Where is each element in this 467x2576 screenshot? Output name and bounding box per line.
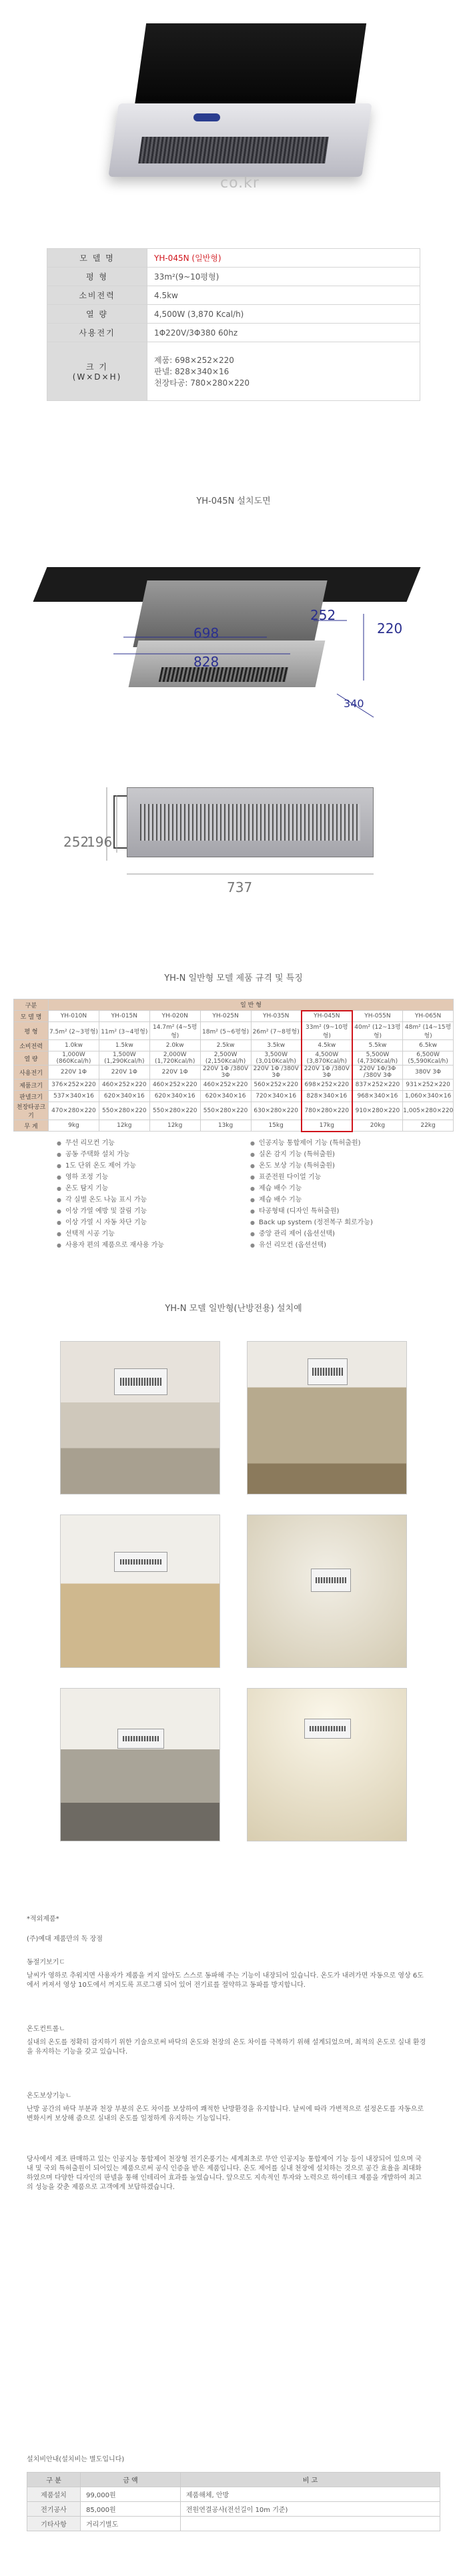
model-cell: 220V 1Φ/3Φ /380V 3Φ bbox=[352, 1065, 403, 1080]
model-cell: 550×280×220 bbox=[149, 1102, 200, 1120]
model-cell: 780×280×220 bbox=[302, 1102, 352, 1120]
model-table-title: YH-N 일반형 모델 제품 규격 및 특징 bbox=[164, 973, 303, 983]
section-body: 당사에서 제조 판매하고 있는 인공지능 통합제어 천장형 전기온풍기는 세계최초로 무안 인공지능 통합제어 기능 등이 내장되어 있으며 국내 및 국외 특허출원이 되어있는 제품으로써 공식 인증을 받은 제품입니다. 온도 제어를 실내 천장에 설치하는 것으로 공간 효율을 최대화하였으며 다양한 디자인의 판넬을 통해 인테리어 효과를 높였습니다. 앞으로도 지속적인 투자와 노력으로 하이테크 제품을 개발하여 최고의 성능을 갖춘 제품으로 고객에게 보답하겠습니다. bbox=[27, 2156, 422, 2191]
size-line: 천장타공: 780×280×220 bbox=[154, 378, 250, 388]
model-cell: 550×280×220 bbox=[99, 1102, 149, 1120]
spec-value: 4.5kw bbox=[147, 286, 420, 305]
section-title: 온도보상기능ㄴ bbox=[27, 2092, 72, 2100]
installed-unit bbox=[117, 1729, 164, 1749]
section-body: 실내의 온도를 정확히 감지하기 위한 기술으로써 바닥의 온도와 천장의 온도 차이를 극복하기 위해 설계되었으며, 최적의 온도로 실내 환경을 유지하는 기능을 갖고 있습니다. bbox=[27, 2039, 426, 2056]
feature-item: ● 표준전원 다이얼 기능 bbox=[250, 1172, 437, 1183]
model-cell: 1,500W (1,290Kcal/h) bbox=[99, 1051, 149, 1065]
model-cell: 5.5kw bbox=[352, 1040, 403, 1051]
model-cell: 931×252×220 bbox=[403, 1080, 454, 1091]
install-photo bbox=[60, 1341, 220, 1494]
model-type: (일반형) bbox=[191, 254, 221, 263]
fee-price: 99,000원 bbox=[81, 2487, 181, 2502]
fee-row bbox=[27, 2487, 440, 2502]
fee-price: 거리기별도 bbox=[81, 2517, 181, 2531]
model-cell: 376×252×220 bbox=[49, 1080, 99, 1091]
installed-unit bbox=[311, 1569, 351, 1592]
model-cell: 1,005×280×220 bbox=[403, 1102, 454, 1120]
model-cell: 470×280×220 bbox=[49, 1102, 99, 1120]
spec-label: 평 형 bbox=[47, 268, 147, 286]
dim-220: 220 bbox=[377, 620, 403, 636]
fee-header: 금 액 bbox=[81, 2473, 181, 2487]
feature-item: ● 제습 배수 기능 bbox=[250, 1183, 437, 1194]
intro-tag: *적외제품* bbox=[27, 1915, 59, 1923]
model-cell: 220V 1Φ /380V 3Φ bbox=[200, 1065, 251, 1080]
fee-header-row bbox=[27, 2473, 440, 2487]
spec-value bbox=[147, 342, 420, 401]
model-cell: YH-045N bbox=[302, 1011, 352, 1022]
spec-table bbox=[47, 248, 420, 401]
model-row-label: 평 형 bbox=[14, 1022, 49, 1040]
model-cell: 12kg bbox=[99, 1120, 149, 1132]
model-cell: 3.5kw bbox=[251, 1040, 302, 1051]
feature-item: ● 실온 감지 기능 (특허출원) bbox=[250, 1149, 437, 1160]
spec-value: 33m²(9~10평형) bbox=[147, 268, 420, 286]
model-cell: 698×252×220 bbox=[302, 1080, 352, 1091]
size-label: 크 기 bbox=[86, 362, 108, 372]
feature-item: ● 인공지능 통합제어 기능 (특허출원) bbox=[250, 1138, 437, 1149]
model-name: YH-045N bbox=[154, 254, 189, 263]
model-cell: 14.7m² (4~5평형) bbox=[149, 1022, 200, 1040]
dim-340: 340 bbox=[344, 697, 364, 710]
model-cell: 15kg bbox=[251, 1120, 302, 1132]
fee-price: 85,000원 bbox=[81, 2502, 181, 2517]
model-row-label: 제품크기 bbox=[14, 1080, 49, 1091]
feature-item: ● 온도 보상 기능 (특허출원) bbox=[250, 1160, 437, 1172]
model-row bbox=[14, 1102, 454, 1120]
spec-label: 열 량 bbox=[47, 305, 147, 324]
model-cell: 4.5kw bbox=[302, 1040, 352, 1051]
spec-value bbox=[147, 249, 420, 268]
model-cell: 6.5kw bbox=[403, 1040, 454, 1051]
model-cell: 550×280×220 bbox=[200, 1102, 251, 1120]
model-cell: 5,500W (4,730Kcal/h) bbox=[352, 1051, 403, 1065]
drawing-title: YH-045N 설치도면 bbox=[196, 496, 271, 506]
model-cell: 7.5m² (2~3평형) bbox=[49, 1022, 99, 1040]
model-spec-table bbox=[13, 999, 454, 1132]
advantages-heading: (주)예대 제품만의 독 장점 bbox=[27, 1936, 103, 1943]
model-cell: 720×340×16 bbox=[251, 1091, 302, 1102]
model-cell: 620×340×16 bbox=[149, 1091, 200, 1102]
feature-item: ● 무선 리모컨 기능 bbox=[57, 1138, 237, 1149]
model-row bbox=[14, 1091, 454, 1102]
model-cell: 26m² (7~8평형) bbox=[251, 1022, 302, 1040]
model-cell: 220V 1Φ bbox=[99, 1065, 149, 1080]
feature-item: ● 각 실별 온도 나눔 표시 가능 bbox=[57, 1194, 237, 1206]
dimension-lines bbox=[0, 560, 467, 721]
feature-item: ● 유선 리모컨 (옵션선택) bbox=[250, 1240, 437, 1251]
feature-item: ● 이상 가열 시 자동 차단 기능 bbox=[57, 1217, 237, 1228]
spec-label: 모 델 명 bbox=[47, 249, 147, 268]
product-hero-image bbox=[0, 0, 467, 220]
model-row bbox=[14, 1120, 454, 1132]
spec-row-size bbox=[47, 342, 420, 401]
feature-list-right bbox=[250, 1138, 437, 1251]
model-cell: 220V 1Φ bbox=[149, 1065, 200, 1080]
model-cell: 2,500W (2,150Kcal/h) bbox=[200, 1051, 251, 1065]
dim-196: 196 bbox=[87, 834, 113, 850]
model-cell: 9kg bbox=[49, 1120, 99, 1132]
feature-item: ● 타공형태 (디자인 특허출원) bbox=[250, 1206, 437, 1217]
model-row-label: 무 게 bbox=[14, 1120, 49, 1132]
feature-item: ● 영하 조정 기능 bbox=[57, 1172, 237, 1183]
dim-737: 737 bbox=[227, 879, 253, 895]
install-fee-table bbox=[27, 2472, 440, 2531]
model-cell: 537×340×16 bbox=[49, 1091, 99, 1102]
model-cell: 620×340×16 bbox=[99, 1091, 149, 1102]
fee-kind: 제품설치 bbox=[27, 2487, 81, 2502]
model-cell: 220V 1Φ /380V 3Φ bbox=[302, 1065, 352, 1080]
model-row bbox=[14, 1040, 454, 1051]
dim-828: 828 bbox=[193, 654, 219, 670]
model-cell: 968×340×16 bbox=[352, 1091, 403, 1102]
fee-kind: 기타사항 bbox=[27, 2517, 81, 2531]
model-cell: 3,500W (3,010Kcal/h) bbox=[251, 1051, 302, 1065]
spec-row bbox=[47, 249, 420, 268]
model-cell: 1,060×340×16 bbox=[403, 1091, 454, 1102]
model-cell: 220V 1Φ bbox=[49, 1065, 99, 1080]
model-cell: 220V 1Φ /380V 3Φ bbox=[251, 1065, 302, 1080]
model-row-label: 열 량 bbox=[14, 1051, 49, 1065]
model-cell: 1.0kw bbox=[49, 1040, 99, 1051]
model-cell: 11m² (3~4평형) bbox=[99, 1022, 149, 1040]
model-row bbox=[14, 1022, 454, 1040]
model-cell: 837×252×220 bbox=[352, 1080, 403, 1091]
model-header-row bbox=[14, 999, 454, 1011]
installed-unit bbox=[304, 1719, 351, 1739]
dim-698: 698 bbox=[193, 625, 219, 641]
model-cell: 1.5kw bbox=[99, 1040, 149, 1051]
model-cell: 40m² (12~13평형) bbox=[352, 1022, 403, 1040]
product-grille bbox=[138, 137, 329, 163]
model-row-label: 모 델 명 bbox=[14, 1011, 49, 1022]
model-row bbox=[14, 1065, 454, 1080]
model-cell: 6,500W (5,590Kcal/h) bbox=[403, 1051, 454, 1065]
model-cell: YH-015N bbox=[99, 1011, 149, 1022]
model-cell: 13kg bbox=[200, 1120, 251, 1132]
feature-item: ● 공동 주택화 설치 가능 bbox=[57, 1149, 237, 1160]
model-cell: 910×280×220 bbox=[352, 1102, 403, 1120]
fee-row bbox=[27, 2517, 440, 2531]
feature-item: ● 선택적 시공 기능 bbox=[57, 1228, 237, 1240]
brand-logo bbox=[193, 113, 220, 121]
install-fee-title: 설치비안내(설치비는 별도입니다) bbox=[27, 2456, 125, 2463]
model-cell: 2,000W (1,720Kcal/h) bbox=[149, 1051, 200, 1065]
feature-item: ● 이상 가열 예방 및 잘림 기능 bbox=[57, 1206, 237, 1217]
watermark-url: co.kr bbox=[220, 175, 260, 191]
model-cell: 460×252×220 bbox=[200, 1080, 251, 1091]
fee-header: 구 분 bbox=[27, 2473, 81, 2487]
size-line: 판넬: 828×340×16 bbox=[154, 367, 229, 376]
installed-unit bbox=[114, 1552, 167, 1572]
model-cell: 620×340×16 bbox=[200, 1091, 251, 1102]
model-cell: 48m² (14~15평형) bbox=[403, 1022, 454, 1040]
section-body: 날씨가 영하로 추워지면 사용자가 제품을 켜지 않아도 스스로 동파해 주는 기능이 내장되어 있습니다. 온도가 내려가면 자동으로 영상 6도에서 켜져서 영상 10도에서 꺼지도록 프로그램 되어 있어 전기료를 절약하고 동파를 방지합니다. bbox=[27, 1972, 424, 1989]
model-cell: YH-010N bbox=[49, 1011, 99, 1022]
fee-note bbox=[180, 2517, 440, 2531]
install-photo bbox=[247, 1341, 407, 1494]
fee-note: 제품해체, 안방 bbox=[180, 2487, 440, 2502]
install-photo bbox=[247, 1688, 407, 1841]
product-top-box bbox=[134, 23, 366, 110]
model-cell: 20kg bbox=[352, 1120, 403, 1132]
model-row-label: 소비전력 bbox=[14, 1040, 49, 1051]
model-row-label: 판넬크기 bbox=[14, 1091, 49, 1102]
model-row-label: 천장타공크기 bbox=[14, 1102, 49, 1120]
model-cell: 2.0kw bbox=[149, 1040, 200, 1051]
section-body: 난방 공간의 바닥 부분과 천장 부분의 온도 차이를 보상하여 쾌적한 난방환경을 유지합니다. 날씨에 따라 가변적으로 설정온도를 자동으로 변화시켜 보상해 줌으로 실내의 온도를 일정하게 유지하는 기능입니다. bbox=[27, 2106, 424, 2122]
dim-252: 252 bbox=[310, 607, 336, 623]
model-row bbox=[14, 1080, 454, 1091]
spec-row bbox=[47, 305, 420, 324]
model-cell: YH-055N bbox=[352, 1011, 403, 1022]
dim-252-side: 252 bbox=[63, 834, 89, 850]
spec-label: 사용전기 bbox=[47, 324, 147, 342]
fee-row bbox=[27, 2502, 440, 2517]
installed-unit bbox=[114, 1368, 167, 1395]
install-examples-title: YH-N 모델 일반형(난방전용) 설치예 bbox=[165, 1304, 302, 1314]
model-cell: 12kg bbox=[149, 1120, 200, 1132]
model-cell: 560×252×220 bbox=[251, 1080, 302, 1091]
spec-value: 1Φ220V/3Φ380 60hz bbox=[147, 324, 420, 342]
model-cell: 460×252×220 bbox=[99, 1080, 149, 1091]
feature-item: ● 1도 단위 온도 제어 가능 bbox=[57, 1160, 237, 1172]
spec-row bbox=[47, 286, 420, 305]
model-cell: YH-020N bbox=[149, 1011, 200, 1022]
model-cell: 380V 3Φ bbox=[403, 1065, 454, 1080]
model-cell: 22kg bbox=[403, 1120, 454, 1132]
model-cell: 828×340×16 bbox=[302, 1091, 352, 1102]
model-group-label: 일 반 형 bbox=[49, 999, 454, 1011]
feature-item: ● 사용자 편의 제품으로 재사용 가능 bbox=[57, 1240, 237, 1251]
section-title: 온도컨트롤ㄴ bbox=[27, 2026, 65, 2033]
model-cell: 17kg bbox=[302, 1120, 352, 1132]
model-row bbox=[14, 1051, 454, 1065]
feature-item: ● 중앙 관리 제어 (옵션선택) bbox=[250, 1228, 437, 1240]
model-cell: 18m² (5~6평형) bbox=[200, 1022, 251, 1040]
section-title: 동절기보기ㄷ bbox=[27, 1959, 65, 1966]
spec-value: 4,500W (3,870 Kcal/h) bbox=[147, 305, 420, 324]
fee-header: 비 고 bbox=[180, 2473, 440, 2487]
spec-label bbox=[47, 342, 147, 401]
model-cell: 2.5kw bbox=[200, 1040, 251, 1051]
feature-list-left bbox=[57, 1138, 237, 1251]
size-sublabel: (W×D×H) bbox=[72, 372, 122, 382]
model-cell: 1,000W (860Kcal/h) bbox=[49, 1051, 99, 1065]
model-row bbox=[14, 1011, 454, 1022]
feature-item: ● 온도 탐지 기능 bbox=[57, 1183, 237, 1194]
model-cell: 4,500W (3,870Kcal/h) bbox=[302, 1051, 352, 1065]
model-cell: 33m² (9~10평형) bbox=[302, 1022, 352, 1040]
feature-item: ● Back up system (정전복구 회로가능) bbox=[250, 1217, 437, 1228]
model-cell: 460×252×220 bbox=[149, 1080, 200, 1091]
spec-row bbox=[47, 268, 420, 286]
install-photo bbox=[60, 1515, 220, 1668]
model-header-label: 구분 bbox=[14, 999, 49, 1011]
spec-row bbox=[47, 324, 420, 342]
size-line: 제품: 698×252×220 bbox=[154, 356, 234, 365]
fee-kind: 전기공사 bbox=[27, 2502, 81, 2517]
spec-label: 소비전력 bbox=[47, 286, 147, 305]
install-photo bbox=[247, 1515, 407, 1668]
installed-unit bbox=[308, 1358, 348, 1385]
model-cell: YH-035N bbox=[251, 1011, 302, 1022]
model-cell: YH-025N bbox=[200, 1011, 251, 1022]
model-cell: YH-065N bbox=[403, 1011, 454, 1022]
feature-item: ● 제습 배수 기능 bbox=[250, 1194, 437, 1206]
model-row-label: 사용전기 bbox=[14, 1065, 49, 1080]
install-photo bbox=[60, 1688, 220, 1841]
fee-note: 전원연결공사(전선길이 10m 기준) bbox=[180, 2502, 440, 2517]
model-cell: 630×280×220 bbox=[251, 1102, 302, 1120]
